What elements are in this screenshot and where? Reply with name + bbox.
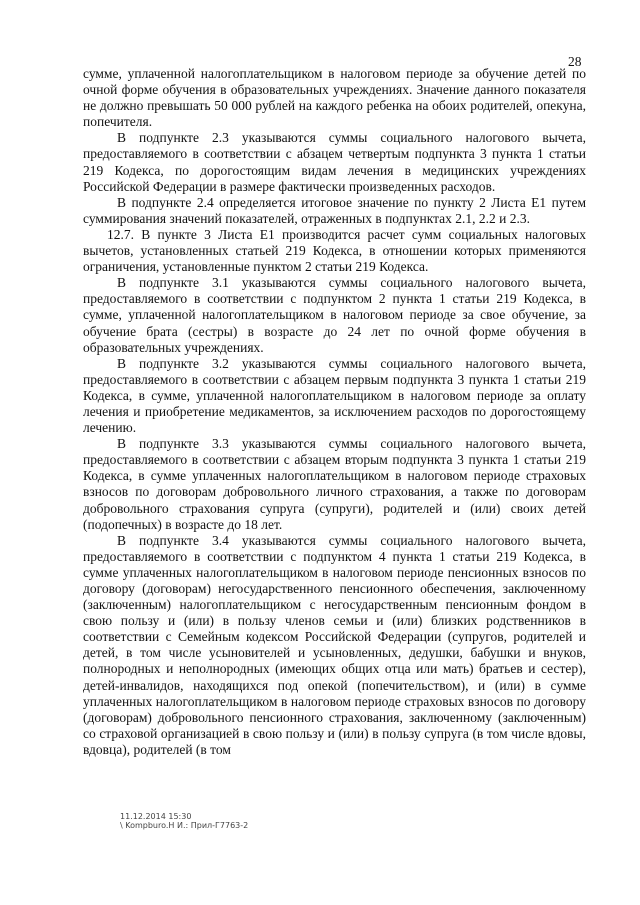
paragraph: сумме, уплаченной налогоплательщиком в налоговом периоде за обучение детей по очной форме обучения в образовательных учреждениях. Значение данного показателя не должно превышать 50 000 рублей на каждого ребенка на обоих родителей, опекуна, попечителя.: [83, 66, 586, 130]
paragraph: В подпункте 3.3 указываются суммы социального налогового вычета, предоставляемого в соответствии с абзацем вторым подпункта 3 пункта 1 статьи 219 Кодекса, в сумме уплаченных налогоплательщиком в налоговом периоде страховых взносов по договорам добровольного личного страхования, а также по договорам добровольного страхования супруга (супруги), родителей и (или) своих детей (подопечных) в возрасте до 18 лет.: [83, 436, 586, 532]
paragraph: В подпункте 3.4 указываются суммы социального налогового вычета, предоставляемого в соответствии с подпунктом 4 пункта 1 статьи 219 Кодекса, в сумме уплаченных налогоплательщиком в налоговом периоде пенсионных взносов по договору (договорам) негосударственного пенсионного обеспечения, заключенному (заключенным) налогоплательщиком с негосударственным пенсионным фондом в свою пользу и (или) в пользу членов семьи и (или) близких родственников в соответствии с Семейным кодексом Российской Федерации (супругов, родителей и детей, в том числе усыновителей и усыновленных, дедушки, бабушки и внуков, полнородных и неполнородных (имеющих общих отца или мать) братьев и сестер), детей-инвалидов, находящихся под опекой (попечительством), и (или) в сумме уплаченных налогоплательщиком в налоговом периоде страховых взносов по договору (договорам) добровольного пенсионного страхования, заключенному (заключенным) со страховой организацией в свою пользу и (или) в пользу супруга (в том числе вдовы, вдовца), родителей (в том: [83, 532, 586, 757]
document-footer: [120, 812, 248, 830]
paragraph: В подпункте 3.2 указываются суммы социального налогового вычета, предоставляемого в соответствии с абзацем первым подпункта 3 пункта 1 статьи 219 Кодекса, в сумме, уплаченной налогоплательщиком в налоговом периоде за оплату лечения и приобретение медикаментов, за исключением расходов по дорогостоящему лечению.: [83, 355, 586, 436]
paragraph: В подпункте 3.1 указываются суммы социального налогового вычета, предоставляемого в соответствии с подпунктом 2 пункта 1 статьи 219 Кодекса, в сумме, уплаченной налогоплательщиком в налоговом периоде за свое обучение, за обучение брата (сестры) в возрасте до 24 лет по очной форме обучения в образовательных учреждениях.: [83, 275, 586, 355]
footer-timestamp: 11.12.2014 15:30: [120, 812, 192, 821]
page-number: 28: [568, 54, 582, 69]
paragraph: В подпункте 2.4 определяется итоговое значение по пункту 2 Листа Е1 путем суммирования значений показателей, отраженных в подпунктах 2.1, 2.2 и 2.3.: [83, 194, 586, 226]
footer-file-path: \ Kompburo.Н И.: Прил-Г7763-2: [120, 821, 249, 830]
paragraph: В подпункте 2.3 указываются суммы социального налогового вычета, предоставляемого в соответствии с абзацем четвертым подпункта 3 пункта 1 статьи 219 Кодекса, по дорогостоящим видам лечения в медицинских учреждениях Российской Федерации в размере фактически произведенных расходов.: [83, 130, 586, 194]
document-body: [83, 66, 586, 758]
section-paragraph: 12.7. В пункте 3 Листа Е1 производится расчет сумм социальных налоговых вычетов, установленных статьей 219 Кодекса, в отношении которых применяются ограничения, установленные пунктом 2 статьи 219 Кодекса.: [83, 226, 586, 275]
